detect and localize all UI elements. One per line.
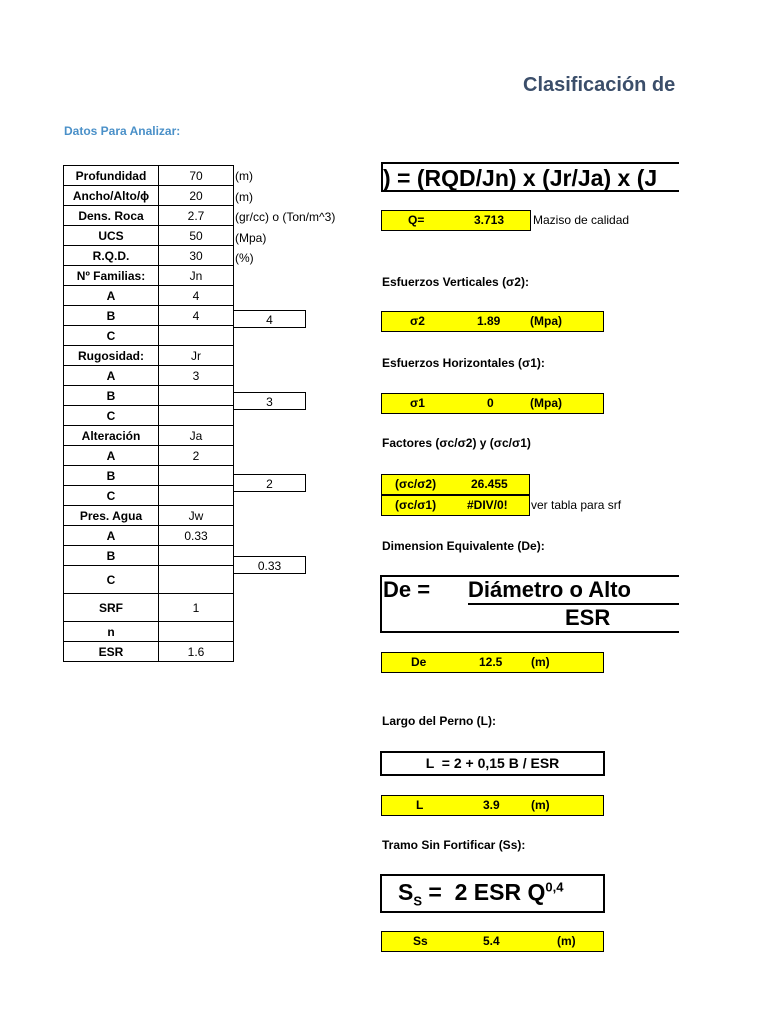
input-data-table (63, 165, 234, 662)
row-value: 2 (159, 446, 234, 466)
q-formula: ) = (RQD/Jn) x (Jr/Ja) x (J (381, 162, 679, 192)
row-label: B (64, 546, 159, 566)
bolt-unit: (m) (531, 798, 550, 812)
row-value: Jn (159, 266, 234, 286)
ss-unit: (m) (557, 934, 576, 948)
row-unit: (%) (235, 251, 254, 265)
row-value (159, 546, 234, 566)
row-value (159, 466, 234, 486)
selected-value-box: 2 (233, 474, 306, 492)
table-row (64, 326, 234, 346)
bolt-heading: Largo del Perno (L): (382, 714, 496, 728)
ss-result-box (381, 931, 604, 952)
factors-heading: Factores (σc/σ2) y (σc/σ1) (382, 436, 531, 450)
row-label: n (64, 622, 159, 642)
row-label: B (64, 466, 159, 486)
row-value: Jr (159, 346, 234, 366)
row-unit: (m) (235, 189, 253, 204)
de-value: 12.5 (479, 655, 503, 669)
row-label: Ancho/Alto/ϕ (64, 186, 159, 206)
row-label: C (64, 566, 159, 594)
row-value: 30 (159, 246, 234, 266)
table-row (64, 166, 234, 186)
sigma1-value: 0 (487, 396, 494, 410)
row-value: 2.7 (159, 206, 234, 226)
row-label: Dens. Roca (64, 206, 159, 226)
table-row (64, 406, 234, 426)
row-label: R.Q.D. (64, 246, 159, 266)
row-label: B (64, 306, 159, 326)
row-label: UCS (64, 226, 159, 246)
selected-value-box: 3 (233, 392, 306, 410)
vertical-stress-box (381, 311, 604, 332)
table-row (64, 306, 234, 326)
row-label: B (64, 386, 159, 406)
row-label: Alteración (64, 426, 159, 446)
row-label: C (64, 486, 159, 506)
table-row (64, 426, 234, 446)
row-label: A (64, 526, 159, 546)
table-row (64, 594, 234, 622)
factor-2-box (381, 495, 530, 516)
de-formula-denominator: ESR (565, 605, 611, 630)
row-label: Profundidad (64, 166, 159, 186)
row-value: 1 (159, 594, 234, 622)
table-row (64, 642, 234, 662)
row-label: A (64, 286, 159, 306)
sigma1-label: σ1 (410, 396, 425, 410)
de-result-box (381, 652, 604, 673)
row-label: Pres. Agua (64, 506, 159, 526)
row-value: 20 (159, 186, 234, 206)
factor-1-label: (σc/σ2) (395, 477, 437, 491)
row-value: 1.6 (159, 642, 234, 662)
row-value: 4 (159, 306, 234, 326)
row-value (159, 622, 234, 642)
factors-note: ver tabla para srf (531, 498, 622, 512)
row-value (159, 386, 234, 406)
bolt-result-box (381, 795, 604, 816)
vertical-stress-heading: Esfuerzos Verticales (σ2): (382, 275, 529, 289)
row-value: 4 (159, 286, 234, 306)
ss-formula: $S_S = 2$ ESR Q$^{0,4}$ (398, 879, 564, 909)
de-formula-box (380, 575, 679, 633)
factor-2-label: (σc/σ1) (395, 498, 437, 512)
row-value (159, 566, 234, 594)
row-label: A (64, 446, 159, 466)
horizontal-stress-heading: Esfuerzos Horizontales (σ1): (382, 356, 545, 370)
bolt-formula-box (380, 751, 605, 776)
table-row (64, 226, 234, 246)
ss-label: Ss (413, 934, 428, 948)
table-row (64, 506, 234, 526)
row-label: C (64, 406, 159, 426)
table-row (64, 266, 234, 286)
bolt-value: 3.9 (483, 798, 500, 812)
de-heading: Dimension Equivalente (De): (382, 539, 545, 553)
table-row (64, 546, 234, 566)
sigma2-label: σ2 (410, 314, 425, 328)
de-unit: (m) (531, 655, 550, 669)
row-value: 0.33 (159, 526, 234, 546)
row-label: SRF (64, 594, 159, 622)
table-row (64, 366, 234, 386)
row-value (159, 326, 234, 346)
table-row (64, 286, 234, 306)
table-row (64, 486, 234, 506)
sigma2-unit: (Mpa) (530, 314, 562, 328)
ss-value: 5.4 (483, 934, 500, 948)
row-value: 3 (159, 366, 234, 386)
row-value (159, 406, 234, 426)
table-row (64, 466, 234, 486)
row-unit: (Mpa) (235, 230, 267, 245)
row-label: Rugosidad: (64, 346, 159, 366)
row-value: Ja (159, 426, 234, 446)
row-label: Nº Familias: (64, 266, 159, 286)
factor-2-value: #DIV/0! (467, 498, 508, 512)
q-value: 3.713 (474, 213, 505, 227)
table-row (64, 386, 234, 406)
table-row (64, 566, 234, 594)
bolt-formula: L = 2 + 0,15 B / ESR (425, 755, 560, 771)
page-title: Clasificación de (523, 74, 676, 96)
table-row (64, 246, 234, 266)
table-row (64, 346, 234, 366)
q-result-box (381, 210, 531, 231)
row-label: ESR (64, 642, 159, 662)
row-label: C (64, 326, 159, 346)
selected-value-box: 4 (233, 310, 306, 328)
q-label: Q= (408, 213, 425, 227)
q-note: Maziso de calidad (533, 213, 630, 227)
bolt-label: L (416, 798, 424, 812)
row-value: 50 (159, 226, 234, 246)
horizontal-stress-box (381, 393, 604, 414)
section-subtitle: Datos Para Analizar: (64, 124, 181, 138)
table-row (64, 526, 234, 546)
table-row (64, 622, 234, 642)
row-unit: (m) (235, 169, 253, 183)
sigma1-unit: (Mpa) (530, 396, 562, 410)
row-value: Jw (159, 506, 234, 526)
row-label: A (64, 366, 159, 386)
row-unit: (gr/cc) o (Ton/m^3) (235, 210, 336, 224)
selected-value-box: 0.33 (233, 556, 306, 574)
row-value: 70 (159, 166, 234, 186)
table-row (64, 206, 234, 226)
table-row (64, 186, 234, 206)
de-formula-numerator: Diámetro o Alto (468, 577, 631, 602)
row-value (159, 486, 234, 506)
de-label: De (411, 655, 427, 669)
table-row (64, 446, 234, 466)
factor-1-box (381, 474, 530, 495)
de-formula-lhs: De = (383, 577, 431, 602)
ss-formula-box (380, 874, 605, 913)
ss-heading: Tramo Sin Fortificar (Ss): (382, 838, 526, 852)
factor-1-value: 26.455 (471, 477, 508, 491)
sigma2-value: 1.89 (477, 314, 501, 328)
